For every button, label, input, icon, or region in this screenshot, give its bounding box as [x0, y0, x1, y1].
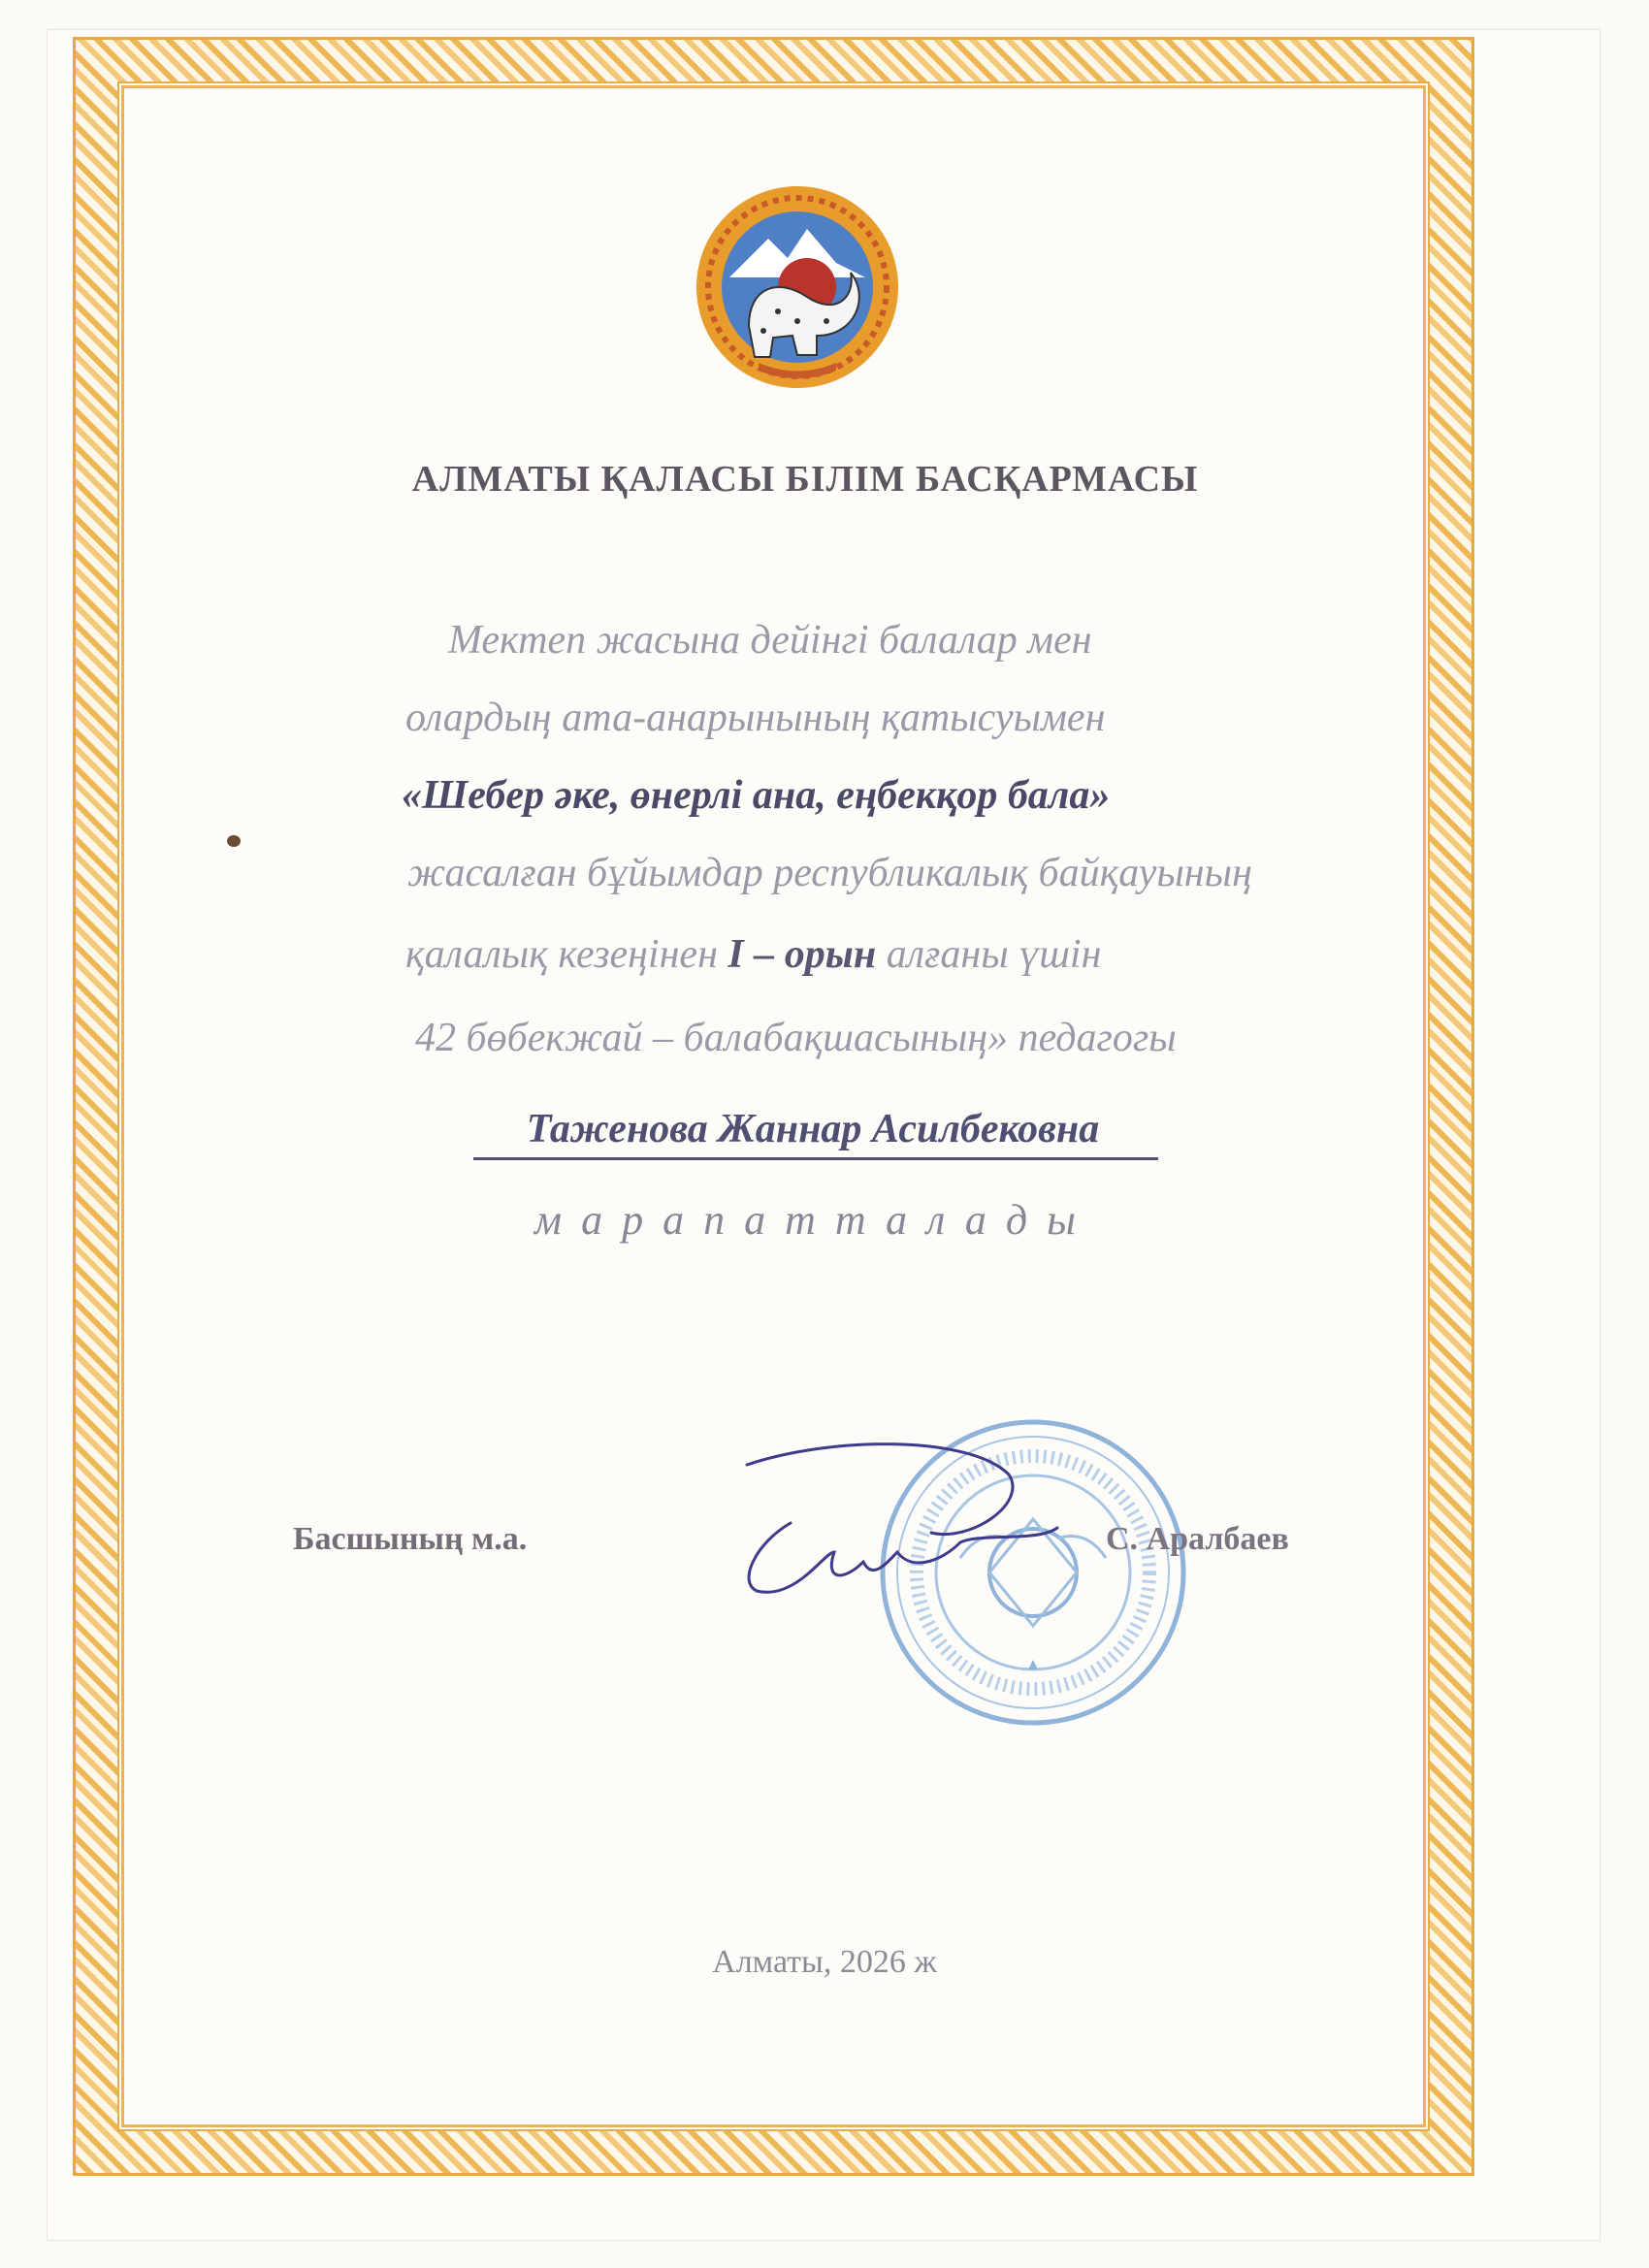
- body-line-1: Мектеп жасына дейінгі балалар мен: [448, 618, 1092, 663]
- place-and-year: Алматы, 2026 ж: [712, 1944, 937, 1980]
- awarded-word: марапатталады: [534, 1196, 1095, 1244]
- paper-speck: [227, 835, 241, 847]
- organization-title: АЛМАТЫ ҚАЛАСЫ БІЛІМ БАСҚАРМАСЫ: [411, 459, 1199, 500]
- place-highlight: I – орын: [728, 932, 877, 977]
- almaty-coat-of-arms-icon: [691, 180, 904, 394]
- signatory-name: С. Аралбаев: [1106, 1521, 1289, 1557]
- body-line-5-after: алғаны үшін: [886, 932, 1102, 977]
- body-line-5: [405, 931, 1472, 978]
- recipient-name: Таженова Жаннар Асилбековна: [526, 1107, 1100, 1151]
- handwritten-signature-icon: [718, 1436, 1067, 1620]
- body-line-2: олардың ата-анарынының қатысуымен: [405, 696, 1106, 740]
- name-underline: [473, 1157, 1158, 1160]
- signatory-label: Басшының м.а.: [293, 1521, 528, 1557]
- body-line-6: 42 бөбекжай – балабақшасының» педагогы: [415, 1016, 1177, 1060]
- body-line-4: жасалған бұйымдар республикалық байқауының: [407, 851, 1252, 895]
- body-line-5-before: қалалық кезеңінен: [405, 932, 718, 977]
- contest-title: «Шебер әке, өнерлі ана, еңбекқор бала»: [402, 773, 1111, 818]
